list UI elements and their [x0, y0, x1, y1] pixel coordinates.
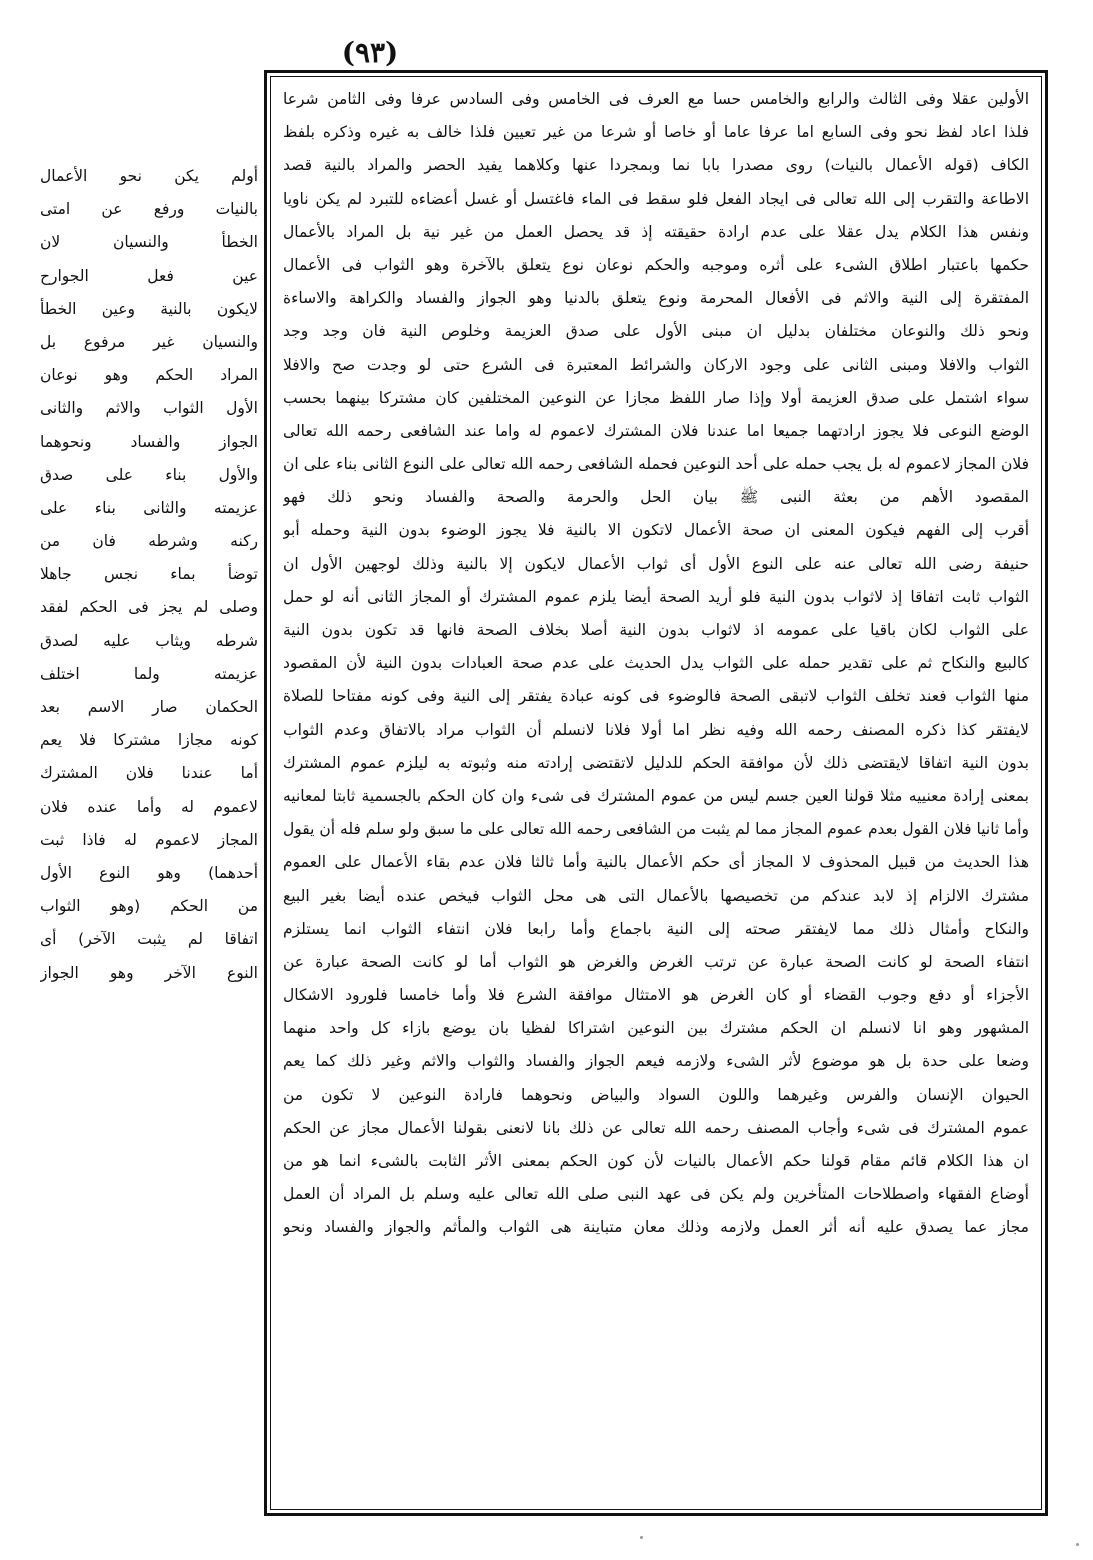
main-text-line: وأما ثانيا فلان القول بعدم عموم المجاز مما لم يثبت من الشافعى رحمه الله تعالى على ما سبق ولو سلم فله أن يقول — [283, 820, 1029, 839]
main-text-line — [283, 1278, 1029, 1311]
main-text-line: ان هذا الكلام قائم مقام قولنا حكم الأعمال بالنيات لأن كون الحكم بمعنى الأثر الثابت بالشىء انما هو من — [283, 1152, 1029, 1170]
margin-text-line: والأول بناء على صدق — [40, 465, 258, 484]
page-number: (٩٣) — [341, 36, 399, 69]
margin-text-line: بالنيات ورفع عن امتى — [40, 200, 258, 219]
main-text-line: المفتقرة إلى النية والاثم فى الأفعال المحرمة ونوع يتعلق بالدنيا وهو الجواز والفساد والكراهة والاساءة — [283, 289, 1029, 308]
main-text-line: فلان المجاز لاعموم له بل يجب حمله على أحد النوعين فحمله الشافعى رحمه الله تعالى على النوع الثانى بناء على ان — [283, 455, 1029, 474]
scan-speck — [640, 1536, 643, 1539]
margin-text-line: عزيمته ولما اختلف — [40, 664, 258, 683]
main-text-line: الكاف (قوله الأعمال بالنيات) روى مصدرا بابا نما وبمجردا عنها وكلاهما يفيد الحصر والمراد بالنية قصد — [283, 156, 1029, 175]
main-text-line: وضعا على حدة بل هو موضوع لأثر الشىء ولازمه فيعم الجواز والفساد والثواب والاثم وغير ذلك كما يعم — [283, 1052, 1029, 1071]
margin-text-line: من الحكم (وهو الثواب — [40, 897, 258, 916]
main-text-line: المشهور وهو انا لانسلم ان الحكم مشترك بين النوعين اشتراكا لفظيا بان يوضع بازاء كل واحد منهما — [283, 1019, 1029, 1038]
margin-text-line: المجاز لاعموم له فاذا ثبت — [40, 830, 258, 849]
margin-text-line: عين فعل الجوارح — [40, 266, 258, 285]
margin-text-line: أما عندنا فلان المشترك — [40, 764, 258, 783]
main-text-line: الثواب والافلا ومبنى الثانى على وجود الاركان والشرائط المعتبرة فى الشرع حتى لو وجدت صح والافلا — [283, 355, 1029, 374]
main-text-line: عموم المشترك فى شىء وأجاب المصنف رحمه الله تعالى عن ذلك بانا لانعنى بقولنا الأعمال مجاز عن الحكم — [283, 1118, 1029, 1137]
margin-text-line: لايكون بالنية وعين الخطأ — [40, 299, 258, 318]
main-text-line: حنيفة رضى الله تعالى عنه على النوع الأول أى ثواب الأعمال لايكون إلا بالنية وذلك لوجهين الأول ان — [283, 554, 1029, 573]
main-text-line — [283, 1477, 1029, 1510]
main-text-line: الوضع النوعى فلا يجوز ارادتهما جميعا اما عندنا فلان المشترك لاعموم له واما عند الشافعى رحمه الله تعالى — [283, 421, 1029, 440]
main-text-line: الثواب ثابت اتفاقا إذ لاثواب بدون النية فلو أريد الصحة أيضا يلزم عموم المشترك أو المجاز الثانى أنه لو حمل — [283, 587, 1029, 606]
main-text-line: حكمها باعتبار اطلاق الشىء على أثره وموجبه والحكم نوعان نوع يتعلق بالآخرة وهو الثواب فى الأعمال — [283, 255, 1029, 274]
margin-text-line: وصلى لم يجز فى الحكم لفقد — [40, 598, 258, 617]
main-text-line: الاطاعة والتقرب إلى الله تعالى فى ايجاد الفعل فلو سقط فى الماء فاغتسل أو غسل أعضاءه للتبرد لم يكن ناويا — [283, 189, 1029, 208]
main-text-line — [283, 1311, 1029, 1344]
margin-text-line: ركنه وشرطه فان من — [40, 532, 258, 551]
margin-text-line: والنسيان غير مرفوع بل — [40, 332, 258, 351]
main-text-line — [283, 1245, 1029, 1278]
margin-text-line: الأول الثواب والاثم والثانى — [40, 399, 258, 418]
main-text-line: الأجزاء أو دفع وجوب القضاء أو كان الغرض هو الامتثال موافقة الشرع فلا وأما خامسا فلورود الاشكال — [283, 986, 1029, 1005]
main-text-line — [283, 1411, 1029, 1444]
margin-text-line: الخطأ والنسيان لان — [40, 233, 258, 252]
main-text-line — [283, 1344, 1029, 1377]
main-text-line: هذا الحديث من قبيل المحذوف لا المجاز أى حكم الأعمال بالنية وأما ثالثا فلان عدم بقاء الأعمال على العموم — [283, 853, 1029, 872]
main-text-line — [283, 1444, 1029, 1477]
main-text-line: منها الثواب فعند تخلف الثواب لاتبقى الصحة فالوضوء فى كونه عبادة يفتقر إلى النية وفى كونه مفتاحا للصلاة — [283, 687, 1029, 706]
main-text-line: كالبيع والنكاح ثم على تقدير حمله على الثواب يدل الحديث على عدم صحة العبادات بدون النية لأن المقصود — [283, 654, 1029, 673]
margin-text-line: عزيمته والثانى بناء على — [40, 498, 258, 517]
main-text-body — [270, 76, 1042, 1510]
margin-text-line: لاعموم له وأما عنده فلان — [40, 797, 258, 816]
scan-speck — [1076, 1543, 1079, 1546]
main-text-line — [283, 1377, 1029, 1410]
main-text-line: مشترك الالزام إذ لابد عندكم من تخصيصها بالأعمال التى هى محل الثواب فيخص عنده أيضا بغير البيع — [283, 886, 1029, 905]
main-text-line: ونحو ذلك والنوعان مختلفان بدليل ان مبنى الأول على صدق العزيمة وخلوص النية فان وجد وجد — [283, 322, 1029, 341]
main-text-line: على الثواب لكان باقيا على عمومه اذ لاثواب بدون النية أصلا بخلاف الصحة فانها قد تكون بدون النية — [283, 621, 1029, 639]
main-text-line: الأولين عقلا وفى الثالث والرابع والخامس حسا مع العرف فى الخامس وفى السادس عرفا وفى الثامن شرعا — [283, 90, 1029, 108]
margin-text-line: الحكمان صار الاسم بعد — [40, 698, 258, 716]
margin-text-line: اتفاقا لم يثبت الآخر) أى — [40, 930, 258, 949]
main-text-line: والنكاح وأمثال ذلك مما لايفتقر صحته إلى النية باجماع وأما رابعا فلان انتفاء الثواب انما يستلزم — [283, 919, 1029, 938]
margin-text-line: المراد الحكم وهو نوعان — [40, 366, 258, 385]
margin-text-line: الجواز والفساد ونحوهما — [40, 432, 258, 451]
main-text-line: ونفس هذا الكلام يدل عقلا على عدم ارادة حقيقته إذ قد يحصل العمل من غير نية بل المراد بالأعمال — [283, 222, 1029, 241]
margin-commentary — [40, 160, 258, 1160]
main-text-line: انتفاء الصحة لو كانت الصحة عبارة عن ترتب الغرض والغرض هو الثواب أما لو كانت الصحة عبارة عن — [283, 952, 1029, 971]
margin-text-line: شرطه ويثاب عليه لصدق — [40, 631, 258, 650]
main-text-line: أوضاع الفقهاء واصطلاحات المتأخرين ولم يكن فى عهد النبى صلى الله تعالى عليه وسلم بل المراد أن العمل — [283, 1185, 1029, 1204]
margin-text-line: كونه مجازا مشتركا فلا يعم — [40, 731, 258, 750]
margin-text-line: أحدهما) وهو النوع الأول — [40, 863, 258, 882]
main-text-line: بدون النية اتفاقا لايقتضى ذلك لأن موافقة الحكم للدليل لاتقتضى إرادته منه وثبوته به ليلزم عموم المشترك — [283, 753, 1029, 772]
main-text-line: لايفتقر كذا ذكره المصنف رحمه الله وفيه نظر اما أولا فلانا لانسلم أن الثواب مراد بالاتفاق وعدم الثواب — [283, 720, 1029, 739]
main-text-line: الحيوان الإنسان والفرس وغيرهما واللون السواد والبياض ونحوهما فارادة النوعين لا تكون من — [283, 1085, 1029, 1104]
main-text-line: مجاز عما يصدق عليه أنه أثر العمل ولازمه وذلك معان متباينة هى الثواب والمأثم والجواز والفساد ونحو — [283, 1218, 1029, 1237]
main-text-line: بمعنى إرادة معنييه مثلا قولنا العين جسم ليس من عموم المشترك فى شىء وان كان الحكم بالجسمية ثابتا لمعانيه — [283, 786, 1029, 805]
main-text-line: أقرب إلى الفهم فيكون المعنى ان صحة الأعمال لاتكون الا بالنية فلا يجوز الوضوء بدون النية وحمله أبو — [283, 521, 1029, 540]
margin-text-line: أولم يكن نحو الأعمال — [40, 167, 258, 185]
main-text-line: فلذا اعاد لفظ نحو وفى السابع اما عرفا عاما أو خاصا أو شرعا من غير تعيين فلذا خالف به غيره وذكره بلفظ — [283, 123, 1029, 142]
margin-text-line: النوع الآخر وهو الجواز — [40, 963, 258, 982]
main-text-line: المقصود الأهم من بعثة النبى ﷺ بيان الحل والحرمة والصحة والفساد ونحو ذلك فهو — [283, 488, 1029, 507]
main-text-line: سواء اشتمل على صدق العزيمة أولا وإذا صار اللفظ مجازا عن النوعين المختلفين كان مشتركا بينهما بحسب — [283, 388, 1029, 407]
main-text-frame — [264, 70, 1048, 1516]
margin-text-line: توضأ بماء نجس جاهلا — [40, 565, 258, 584]
